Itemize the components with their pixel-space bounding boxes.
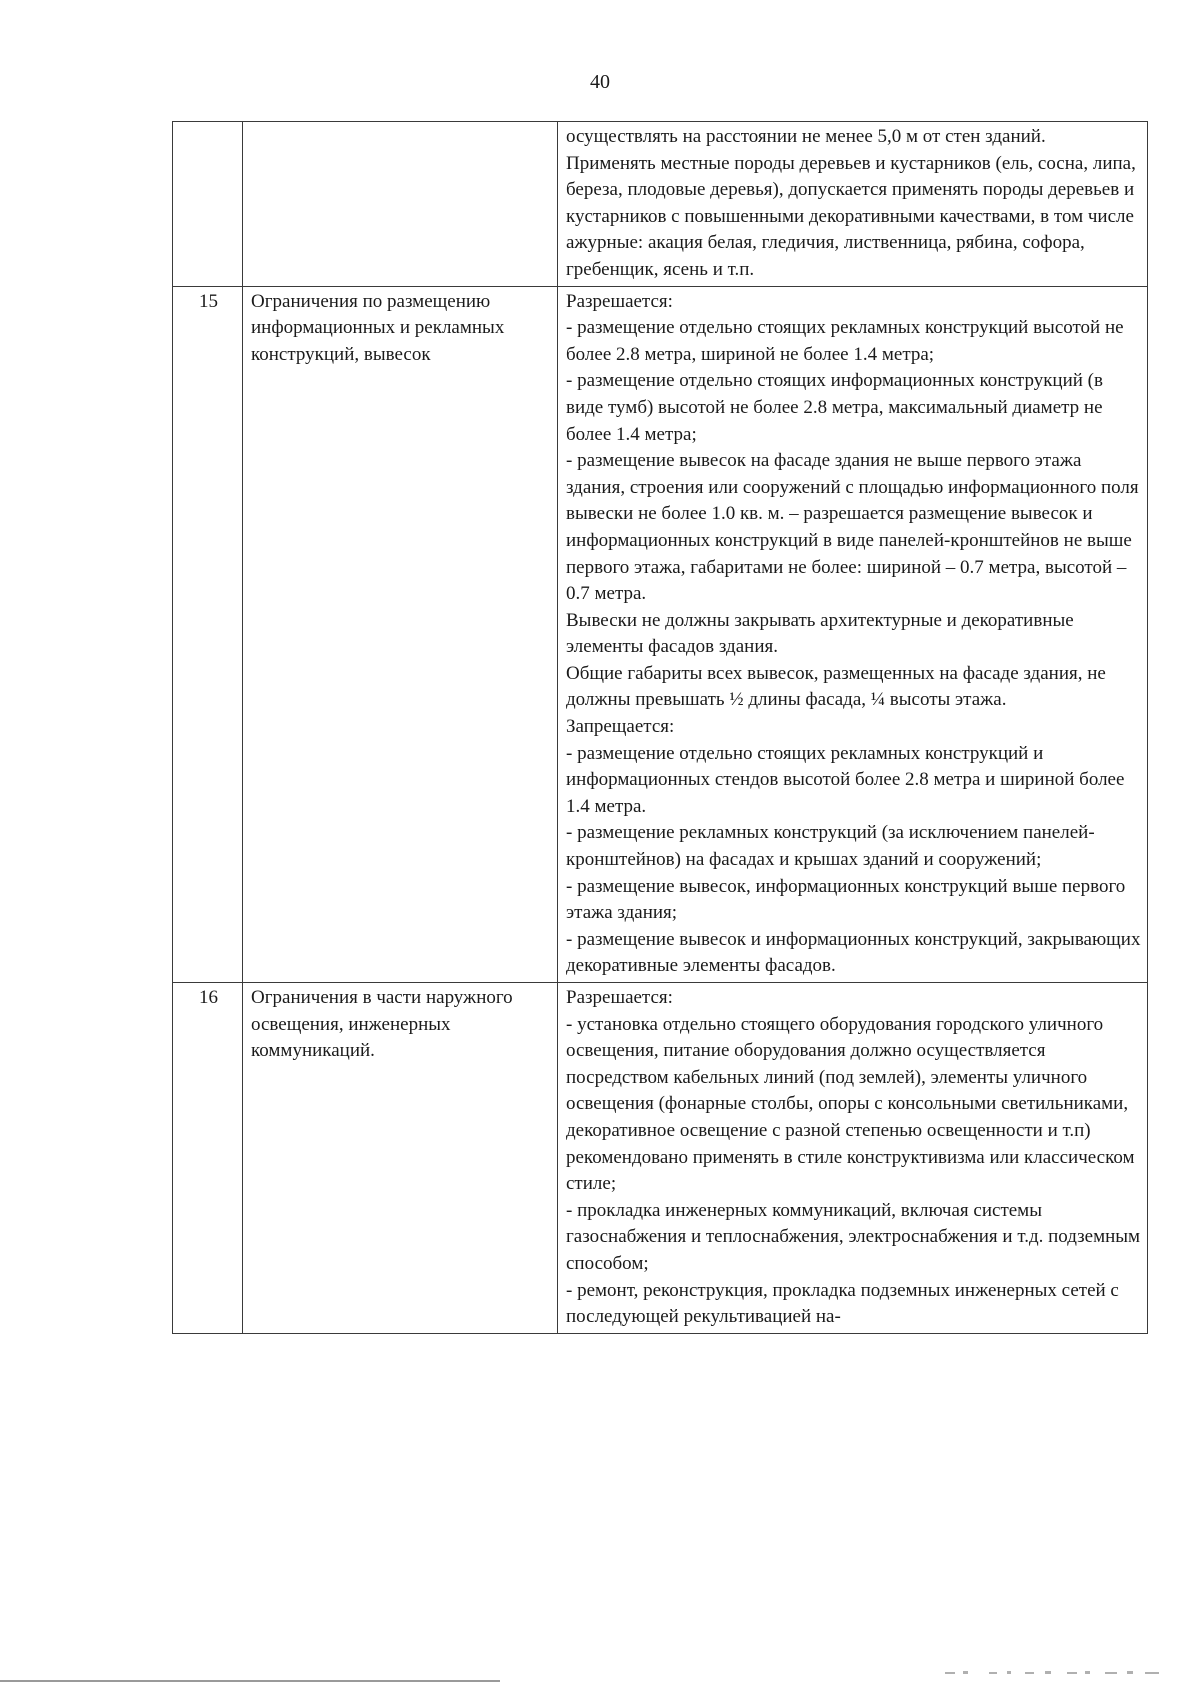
paragraph: - размещение вывесок, информационных конструкций выше первого этажа здания; [566, 875, 1126, 924]
paragraph: Вывески не должны закрывать архитектурные и декоративные элементы фасадов здания. [566, 609, 1074, 658]
paragraph: Разрешается: [566, 290, 673, 312]
restriction-name: Ограничения в части наружного освещения, инженерных коммуникаций. [243, 983, 558, 1334]
restriction-text [558, 122, 1148, 287]
paragraph: - размещение вывесок и информационных конструкций, закрывающих декоративные элементы фасадов. [566, 928, 1141, 977]
restriction-name [243, 122, 558, 287]
row-number: 16 [173, 983, 243, 1334]
restriction-text [558, 286, 1148, 982]
bottom-rule [0, 1680, 500, 1682]
table-row [173, 122, 1148, 287]
paragraph: - размещение рекламных конструкций (за исключением панелей-кронштейнов) на фасадах и крышах зданий и сооружений; [566, 822, 1095, 871]
page-number: 40 [590, 71, 610, 93]
paragraph: - размещение отдельно стоящих информационных конструкций (в виде тумб) высотой не более 2.8 метра, максимальный диаметр не более 1.4 метра; [566, 370, 1103, 445]
paragraph: Разрешается: [566, 987, 673, 1008]
paragraph: - размещение вывесок на фасаде здания не выше первого этажа здания, строения или сооружений с площадью информационного поля вывески не более 1.0 кв. м. – разрешается размещение вывесок и информационных конструкций в виде панелей-кронштейнов не выше первого этажа, габаритами не более: шириной – 0.7 метра, высотой – 0.7 метра. [566, 450, 1139, 605]
table-row [173, 983, 1148, 1334]
paragraph: - прокладка инженерных коммуникаций, включая системы газоснабжения и теплоснабжения, электроснабжения и т.д. подземным способом; [566, 1199, 1141, 1274]
paragraph: - размещение отдельно стоящих рекламных конструкций и информационных стендов высотой более 2.8 метра и шириной более 1.4 метра. [566, 742, 1125, 817]
paragraph: - ремонт, реконструкция, прокладка подземных инженерных сетей с последующей рекультивацией на- [566, 1279, 1119, 1328]
paragraph: Запрещается: [566, 716, 675, 738]
row-number: 15 [173, 286, 243, 982]
paragraph: Применять местные породы деревьев и кустарников (ель, сосна, липа, береза, плодовые деревья), допускается применять породы деревьев и кустарников с повышенными декоративными качествами, в том числе ажурные: акация белая, гледичия, лиственница, рябина, софора, гребенщик, ясень и т.п. [566, 152, 1136, 280]
table-row [173, 286, 1148, 982]
restriction-name: Ограничения по размещению информационных и рекламных конструкций, вывесок [243, 286, 558, 982]
restriction-text [558, 983, 1148, 1334]
scan-artifact [945, 1668, 1175, 1678]
paragraph: осуществлять на расстоянии не менее 5,0 м от стен зданий. [566, 126, 1046, 147]
row-number [173, 122, 243, 287]
regulations-table [172, 121, 1148, 1334]
paragraph: - размещение отдельно стоящих рекламных конструкций высотой не более 2.8 метра, шириной не более 1.4 метра; [566, 317, 1124, 365]
paragraph: - установка отдельно стоящего оборудования городского уличного освещения, питание оборудования должно осуществляется посредством кабельных линий (под землей), элементы уличного освещения (фонарные столбы, опоры с консольными светильниками, декоративное освещение с разной степенью освещенности и т.п) рекомендовано применять в стиле конструктивизма или классическом стиле; [566, 1013, 1135, 1195]
paragraph: Общие габариты всех вывесок, размещенных на фасаде здания, не должны превышать ½ длины фасада, ¼ высоты этажа. [566, 662, 1106, 711]
